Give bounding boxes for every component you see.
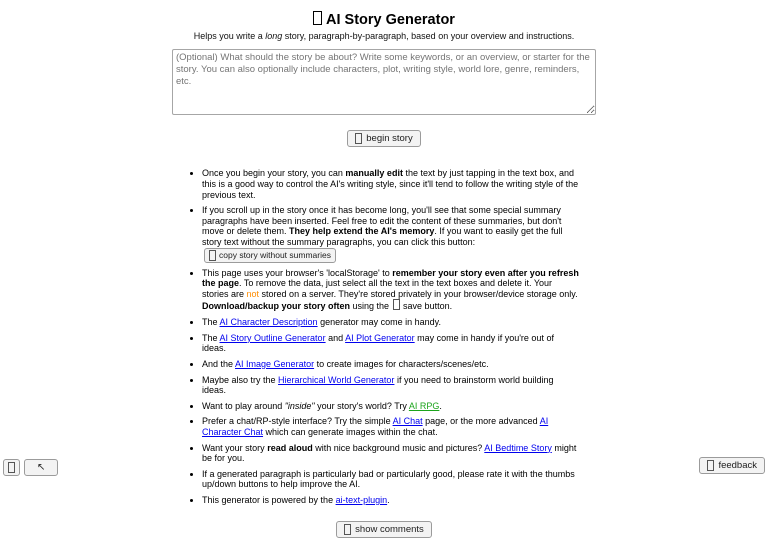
list-item: • This generator is powered by the ai-text-plugin.: [202, 495, 580, 506]
clipboard-emoji-placeholder-icon: [209, 250, 216, 261]
hierarchical-world-generator-link[interactable]: Hierarchical World Generator: [278, 374, 395, 385]
list-item: • If a generated paragraph is particularly bad or particularly good, please rate it with the thumbs up/down buttons to help improve the AI.: [202, 469, 580, 490]
speech-bubble-emoji-placeholder-icon: [344, 524, 351, 535]
story-overview-input[interactable]: [172, 49, 596, 115]
ai-bedtime-story-link[interactable]: AI Bedtime Story: [484, 442, 552, 453]
cursor-up-left-icon: ↖: [37, 461, 46, 473]
ai-story-generator-page: [172, 0, 596, 538]
show-comments-label: show comments: [355, 523, 424, 535]
list-item: • The AI Character Description generator may come in handy.: [202, 317, 580, 328]
begin-story-label: begin story: [366, 133, 413, 144]
ai-story-outline-generator-link[interactable]: AI Story Outline Generator: [219, 332, 326, 343]
list-item: • This page uses your browser's 'localStorage' to remember your story even after you refresh the page. To remove the data, just select all the text in the text boxes and delete it. Your stories are not stored on a server. They're stored privately in your browser/device storage only. Download/backup your story often using the save button.: [202, 268, 580, 312]
list-item: • Prefer a chat/RP-style interface? Try the simple AI Chat page, or the more advanced AI Character Chat which can generate images within the chat.: [202, 416, 580, 437]
ai-character-chat-link[interactable]: AI Character Chat: [202, 416, 549, 437]
page-subtitle: [172, 31, 596, 41]
footer-left-toolbar: [3, 459, 58, 476]
not-stored-highlight: not: [246, 288, 260, 299]
footer-right-toolbar: [699, 457, 765, 476]
copy-story-label: copy story without summaries: [219, 250, 331, 261]
list-item: • Once you begin your story, you can manually edit the text by just tapping in the text box, and this is a good way to control the AI's writing style, since it'll tend to follow the writing style of the previous text.: [202, 168, 580, 200]
ai-chat-link[interactable]: AI Chat: [392, 416, 423, 427]
page-title: [172, 11, 596, 28]
subtitle-italic-text: long: [265, 31, 283, 41]
scroll-to-top-button[interactable]: [24, 459, 58, 476]
ai-rpg-link[interactable]: AI RPG: [408, 400, 440, 411]
ai-character-description-link[interactable]: AI Character Description: [219, 317, 318, 328]
megaphone-emoji-placeholder-icon: [707, 460, 714, 471]
save-button[interactable]: [3, 459, 20, 476]
ai-text-plugin-link[interactable]: ai-text-plugin: [335, 495, 388, 506]
page-title-text: AI Story Generator: [326, 12, 455, 28]
save-emoji-placeholder-icon: [393, 299, 400, 310]
begin-story-button[interactable]: [347, 130, 420, 147]
ai-plot-generator-link[interactable]: AI Plot Generator: [345, 332, 415, 343]
pencil-emoji-placeholder-icon: [313, 11, 322, 25]
pencil-emoji-placeholder-icon: [355, 133, 362, 144]
save-emoji-placeholder-icon: [8, 462, 15, 473]
list-item: • If you scroll up in the story once it has become long, you'll see that some special summary paragraphs have been inserted. Feel free to edit the content of these summaries, but don't move or delete them. They help extend the AI's memory. If you want to easily get the full story text without the summary paragraphs, you can click this button: copy story without summaries: [202, 205, 580, 262]
list-item: • And the AI Image Generator to create images for characters/scenes/etc.: [202, 359, 580, 370]
ai-image-generator-link[interactable]: AI Image Generator: [235, 358, 315, 369]
show-comments-button[interactable]: [336, 521, 432, 538]
feedback-button[interactable]: [699, 457, 765, 474]
list-item: • Want to play around "inside" your story's world? Try AI RPG.: [202, 401, 580, 412]
feedback-label: feedback: [718, 459, 757, 471]
list-item: • Maybe also try the Hierarchical World Generator if you need to brainstorm world building ideas.: [202, 375, 580, 396]
subtitle-text: Helps you write a: [193, 31, 266, 41]
copy-story-without-summaries-button[interactable]: [204, 248, 336, 263]
list-item: • Want your story read aloud with nice background music and pictures? AI Bedtime Story might be for you.: [202, 443, 580, 464]
instructions-list: [172, 168, 596, 505]
list-item: • The AI Story Outline Generator and AI Plot Generator may come in handy if you're out of ideas.: [202, 333, 580, 354]
subtitle-text: story, paragraph-by-paragraph, based on your overview and instructions.: [282, 31, 575, 41]
